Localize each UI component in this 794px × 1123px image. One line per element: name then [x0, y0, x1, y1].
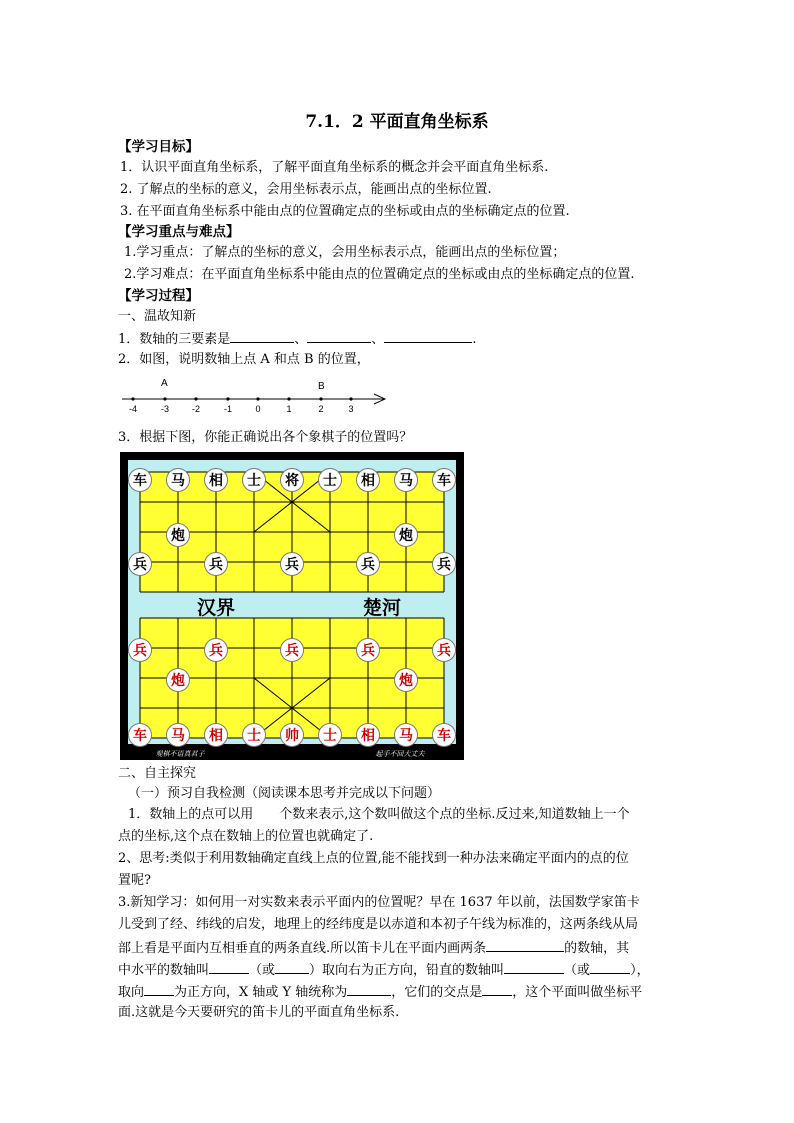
- chess-piece-label: 车: [437, 728, 451, 744]
- chess-piece-label: 士: [247, 473, 261, 489]
- chess-piece: [433, 724, 456, 747]
- chess-piece-label: 相: [209, 473, 223, 489]
- chess-piece-label: 兵: [209, 643, 223, 659]
- chess-piece-label: 马: [399, 728, 413, 744]
- chess-piece-label: 炮: [171, 673, 185, 689]
- number-line-tick: [194, 397, 197, 400]
- keypoints-heading: 【学习重点与难点】: [118, 224, 240, 240]
- chess-piece-label: 马: [171, 728, 185, 744]
- chess-piece: [281, 724, 304, 747]
- chess-piece-label: 马: [399, 473, 413, 489]
- process-heading: 【学习过程】: [118, 288, 199, 304]
- chess-piece: [319, 724, 342, 747]
- chess-piece-label: 炮: [399, 528, 413, 544]
- answer-blank[interactable]: [486, 939, 564, 952]
- number-line-tick-label: -1: [223, 404, 233, 414]
- explore-paragraph-1b: 点的坐标,这个点在数轴上的位置也就确定了.: [118, 829, 374, 844]
- separator: 、: [371, 332, 385, 347]
- goals-heading: 【学习目标】: [118, 139, 199, 155]
- number-line-tick-label: 1: [286, 404, 292, 414]
- chess-piece: [243, 724, 266, 747]
- chess-piece: [167, 524, 190, 547]
- chess-piece-label: 士: [323, 728, 337, 744]
- chess-piece: [395, 669, 418, 692]
- chess-piece: [395, 524, 418, 547]
- river-left-label: 汉界: [196, 597, 236, 619]
- text-segment: 中水平的数轴叫: [118, 963, 210, 978]
- chess-piece-label: 车: [133, 473, 147, 489]
- number-line-tick: [349, 397, 352, 400]
- separator: 、: [294, 332, 308, 347]
- question-3: 3．根据下图，你能正确说出各个象棋子的位置吗？: [118, 430, 413, 445]
- chess-piece: [129, 469, 152, 492]
- chess-piece-label: 炮: [171, 528, 185, 544]
- text-segment: 部上看是平面内互相垂直的两条直线.所以笛卡儿在平面内画两条: [118, 941, 487, 956]
- chess-piece: [281, 553, 304, 576]
- chess-piece: [205, 553, 228, 576]
- chess-piece-label: 兵: [437, 557, 451, 573]
- answer-blank[interactable]: [347, 983, 391, 996]
- explore-paragraph-3e: [118, 983, 642, 1001]
- page-title: 7.1．2 平面直角坐标系: [305, 112, 489, 132]
- chess-piece: [395, 469, 418, 492]
- chess-piece-label: 炮: [399, 673, 413, 689]
- number-line-tick: [256, 397, 259, 400]
- text-segment: 的数轴，其: [564, 941, 630, 956]
- chess-piece-label: 兵: [285, 643, 299, 659]
- explore-paragraph-3c: [118, 939, 629, 957]
- chess-piece-label: 将: [285, 473, 299, 489]
- chess-piece: [129, 553, 152, 576]
- answer-blank[interactable]: [275, 961, 309, 974]
- number-line-tick-label: -3: [160, 404, 170, 414]
- chess-piece-label: 相: [209, 728, 223, 744]
- chess-piece: [433, 639, 456, 662]
- explore-paragraph-2a: 2、思考:类似于利用数轴确定直线上点的位置,能不能找到一种办法来确定平面内的点的位: [118, 851, 629, 866]
- answer-blank[interactable]: [144, 983, 174, 996]
- answer-blank[interactable]: [230, 330, 294, 343]
- question-1: [118, 330, 476, 348]
- goal-item-2: 2. 了解点的坐标的意义，会用坐标表示点，能画出点的坐标位置.: [120, 182, 492, 197]
- river-right-label: 楚河: [362, 597, 402, 619]
- number-line-tick-label: -2: [191, 404, 201, 414]
- chess-piece-label: 兵: [133, 557, 147, 573]
- chess-piece: [357, 469, 380, 492]
- chess-piece: [205, 724, 228, 747]
- chess-piece: [395, 724, 418, 747]
- number-line-tick: [319, 397, 322, 400]
- chess-piece-label: 兵: [437, 643, 451, 659]
- text-segment: ）取向右为正方向，铅直的数轴叫: [309, 963, 505, 978]
- chess-piece-label: 车: [437, 473, 451, 489]
- footer-left: 观棋不语真君子: [155, 750, 205, 758]
- text-segment: （或: [564, 963, 591, 978]
- question-1-text: 1．数轴的三要素是: [118, 332, 231, 347]
- chess-piece-label: 马: [171, 473, 185, 489]
- explore-paragraph-3f: 面.这就是今天要研究的笛卡儿的平面直角坐标系.: [118, 1005, 400, 1020]
- number-line-tick: [287, 397, 290, 400]
- chess-piece: [319, 469, 342, 492]
- explore-paragraph-3b: 儿受到了经、纬线的启发，地理上的经纬度是以赤道和本初子午线为标准的，这两条线从局: [118, 917, 639, 932]
- chess-piece-label: 相: [361, 473, 375, 489]
- explore-heading: 二、自主探究: [118, 766, 197, 781]
- point-a-label: A: [161, 378, 168, 389]
- chess-piece-label: 车: [133, 728, 147, 744]
- chess-piece: [167, 669, 190, 692]
- chess-piece-label: 相: [361, 728, 375, 744]
- explore-paragraph-3a: 3.新知学习：如何用一对实数来表示平面内的位置呢？早在 1637 年以前，法国数学家笛卡: [118, 895, 640, 910]
- number-line-tick-label: 2: [318, 404, 324, 414]
- chess-piece: [357, 724, 380, 747]
- chess-board-figure: [120, 452, 464, 760]
- answer-blank[interactable]: [504, 961, 564, 974]
- footer-right: 起手不回大丈夫: [375, 750, 425, 758]
- number-line-tick-label: -4: [128, 404, 138, 414]
- chess-piece: [433, 553, 456, 576]
- chess-piece-label: 兵: [133, 643, 147, 659]
- chess-piece: [433, 469, 456, 492]
- chess-piece: [205, 469, 228, 492]
- number-line-tick: [163, 397, 166, 400]
- chess-piece: [357, 639, 380, 662]
- answer-blank[interactable]: [384, 330, 472, 343]
- explore-sub-heading: （一）预习自我检测（阅读课本思考并完成以下问题）: [128, 786, 441, 801]
- goal-item-3: 3. 在平面直角坐标系中能由点的位置确定点的坐标或由点的坐标确定点的位置.: [120, 204, 570, 219]
- number-line-tick: [226, 397, 229, 400]
- goal-item-1: 1．认识平面直角坐标系，了解平面直角坐标系的概念并会平面直角坐标系.: [120, 160, 549, 175]
- explore-paragraph-3d: [118, 961, 650, 979]
- chess-piece: [129, 724, 152, 747]
- chess-piece-label: 兵: [361, 557, 375, 573]
- text-segment: ），: [630, 963, 650, 978]
- question-2: 2．如图，说明数轴上点 A 和点 B 的位置，: [118, 352, 370, 367]
- chess-piece: [167, 724, 190, 747]
- chess-piece: [167, 469, 190, 492]
- point-b-label: B: [318, 381, 325, 392]
- chess-piece-label: 士: [247, 728, 261, 744]
- chess-piece: [281, 639, 304, 662]
- chess-piece: [205, 639, 228, 662]
- answer-blank[interactable]: [209, 961, 249, 974]
- text-segment: 为正方向，X 轴或 Y 轴统称为: [174, 985, 348, 1000]
- answer-blank[interactable]: [590, 961, 630, 974]
- text-segment: 取向: [118, 985, 145, 1000]
- text-segment: ，这个平面叫做坐标平: [512, 985, 643, 1000]
- chess-piece-label: 兵: [285, 557, 299, 573]
- chess-piece: [243, 469, 266, 492]
- review-heading: 一、温故知新: [118, 309, 197, 324]
- number-line-tick-label: 0: [255, 404, 261, 414]
- number-line: [118, 372, 390, 418]
- chess-piece: [357, 553, 380, 576]
- number-line-tick-label: 3: [348, 404, 354, 414]
- chess-piece-label: 士: [323, 473, 337, 489]
- answer-blank[interactable]: [307, 330, 371, 343]
- keypoint-item-2: 2.学习难点：在平面直角坐标系中能由点的位置确定点的坐标或由点的坐标确定点的位置.: [124, 267, 635, 282]
- text-segment: （或: [249, 963, 276, 978]
- chess-piece-label: 兵: [209, 557, 223, 573]
- explore-paragraph-1a: 1．数轴上的点可以用 个数来表示,这个数叫做这个点的坐标.反过来,知道数轴上一个: [128, 807, 630, 822]
- chess-piece-label: 兵: [361, 643, 375, 659]
- answer-blank[interactable]: [482, 983, 512, 996]
- explore-paragraph-2b: 置呢?: [118, 873, 151, 888]
- chess-piece: [129, 639, 152, 662]
- number-line-tick: [131, 397, 134, 400]
- text-segment: ，它们的交点是: [391, 985, 483, 1000]
- period: .: [472, 332, 477, 347]
- keypoint-item-1: 1.学习重点：了解点的坐标的意义，会用坐标表示点，能画出点的坐标位置；: [124, 245, 566, 260]
- chess-piece: [281, 469, 304, 492]
- chess-piece-label: 帅: [285, 728, 299, 744]
